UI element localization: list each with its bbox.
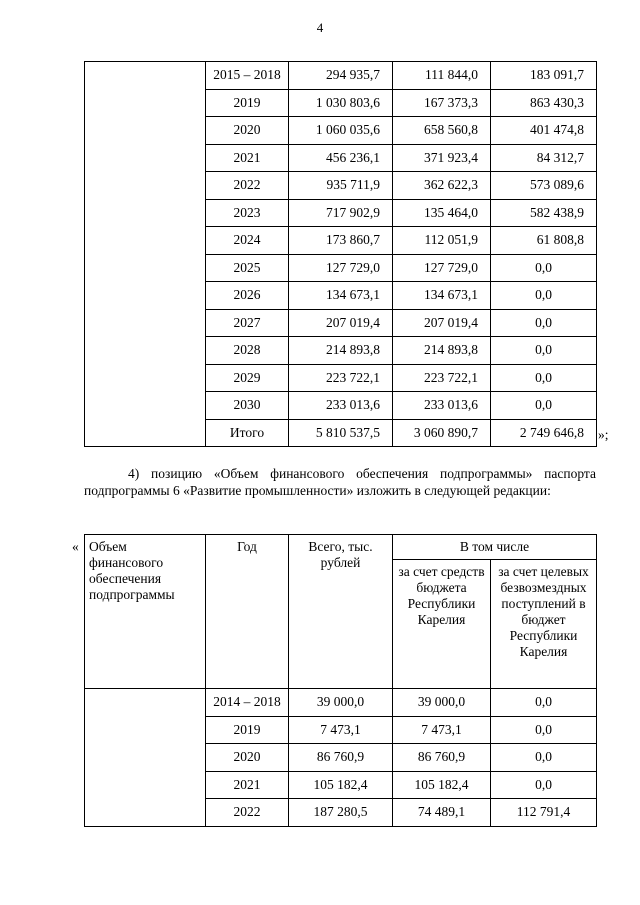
budget-cell: 74 489,1: [393, 799, 491, 827]
year-cell: 2022: [206, 799, 289, 827]
budget-cell: 207 019,4: [393, 309, 491, 337]
budget-cell: 223 722,1: [393, 364, 491, 392]
total-cell: 173 860,7: [289, 227, 393, 255]
label-cell-empty: [85, 689, 206, 827]
page-number: 4: [316, 20, 324, 35]
total-cell: 105 182,4: [289, 771, 393, 799]
total-cell: 233 013,6: [289, 392, 393, 420]
budget-cell: 105 182,4: [393, 771, 491, 799]
other-cell: 0,0: [491, 392, 597, 420]
header-total: Всего, тыс. рублей: [289, 535, 393, 689]
other-cell: 0,0: [491, 254, 597, 282]
budget-cell: 214 893,8: [393, 337, 491, 365]
budget-cell: 135 464,0: [393, 199, 491, 227]
total-cell: 127 729,0: [289, 254, 393, 282]
budget-cell: 3 060 890,7: [393, 419, 491, 447]
header-other: за счет целевых безвозмездных поступлений в бюджет Республики Карелия: [491, 560, 597, 689]
total-cell: 935 711,9: [289, 172, 393, 200]
subprogram-6-financing-table: [84, 534, 597, 827]
other-cell: 401 474,8: [491, 117, 597, 145]
financing-table-continued: [84, 61, 597, 447]
other-cell: 0,0: [491, 716, 597, 744]
header-row: [85, 535, 597, 560]
total-cell: 1 030 803,6: [289, 89, 393, 117]
budget-cell: 111 844,0: [393, 62, 491, 90]
year-cell: 2030: [206, 392, 289, 420]
year-cell: 2028: [206, 337, 289, 365]
other-cell: 61 808,8: [491, 227, 597, 255]
year-cell: 2020: [206, 117, 289, 145]
year-cell: 2020: [206, 744, 289, 772]
other-cell: 112 791,4: [491, 799, 597, 827]
budget-cell: 39 000,0: [393, 689, 491, 717]
closing-quote: »;: [598, 427, 609, 442]
total-cell: 1 060 035,6: [289, 117, 393, 145]
other-cell: 0,0: [491, 689, 597, 717]
year-cell: 2019: [206, 89, 289, 117]
year-cell: 2019: [206, 716, 289, 744]
other-cell: 84 312,7: [491, 144, 597, 172]
budget-cell: 362 622,3: [393, 172, 491, 200]
other-cell: 0,0: [491, 309, 597, 337]
other-cell: 0,0: [491, 744, 597, 772]
instruction-paragraph: [84, 465, 596, 499]
budget-cell: 658 560,8: [393, 117, 491, 145]
subprogram-6-table-body: [85, 535, 597, 827]
total-cell: 456 236,1: [289, 144, 393, 172]
header-including: В том числе: [393, 535, 597, 560]
total-cell: 86 760,9: [289, 744, 393, 772]
total-cell: 187 280,5: [289, 799, 393, 827]
label-cell: Объем финансового обеспечения подпрограммы: [85, 535, 206, 689]
year-cell: 2015 – 2018: [206, 62, 289, 90]
year-cell: 2023: [206, 199, 289, 227]
total-cell: 223 722,1: [289, 364, 393, 392]
year-cell: 2029: [206, 364, 289, 392]
other-cell: 582 438,9: [491, 199, 597, 227]
table-row: [85, 689, 597, 717]
other-cell: 0,0: [491, 771, 597, 799]
budget-cell: 7 473,1: [393, 716, 491, 744]
total-cell: 214 893,8: [289, 337, 393, 365]
year-cell: Итого: [206, 419, 289, 447]
budget-cell: 371 923,4: [393, 144, 491, 172]
other-cell: 0,0: [491, 282, 597, 310]
total-cell: 294 935,7: [289, 62, 393, 90]
total-cell: 7 473,1: [289, 716, 393, 744]
table-row: [85, 62, 597, 90]
financing-table-body: [85, 62, 597, 447]
budget-cell: 86 760,9: [393, 744, 491, 772]
total-cell: 717 902,9: [289, 199, 393, 227]
budget-cell: 233 013,6: [393, 392, 491, 420]
other-cell: 183 091,7: [491, 62, 597, 90]
year-cell: 2024: [206, 227, 289, 255]
other-cell: 2 749 646,8: [491, 419, 597, 447]
label-cell-empty: [85, 62, 206, 447]
other-cell: 0,0: [491, 364, 597, 392]
other-cell: 573 089,6: [491, 172, 597, 200]
year-cell: 2027: [206, 309, 289, 337]
budget-cell: 134 673,1: [393, 282, 491, 310]
header-year: Год: [206, 535, 289, 689]
total-cell: 207 019,4: [289, 309, 393, 337]
year-cell: 2014 – 2018: [206, 689, 289, 717]
total-cell: 134 673,1: [289, 282, 393, 310]
year-cell: 2022: [206, 172, 289, 200]
year-cell: 2021: [206, 144, 289, 172]
year-cell: 2026: [206, 282, 289, 310]
budget-cell: 167 373,3: [393, 89, 491, 117]
year-cell: 2021: [206, 771, 289, 799]
other-cell: 0,0: [491, 337, 597, 365]
year-cell: 2025: [206, 254, 289, 282]
budget-cell: 112 051,9: [393, 227, 491, 255]
other-cell: 863 430,3: [491, 89, 597, 117]
paragraph-text: 4) позицию «Объем финансового обеспечения подпрограммы» паспорта подпрограммы 6 «Развитие промышленности» изложить в следующей редакции:: [84, 466, 596, 498]
budget-cell: 127 729,0: [393, 254, 491, 282]
total-cell: 39 000,0: [289, 689, 393, 717]
header-budget: за счет средств бюджета Республики Карелия: [393, 560, 491, 689]
opening-quote: «: [72, 539, 79, 554]
total-cell: 5 810 537,5: [289, 419, 393, 447]
